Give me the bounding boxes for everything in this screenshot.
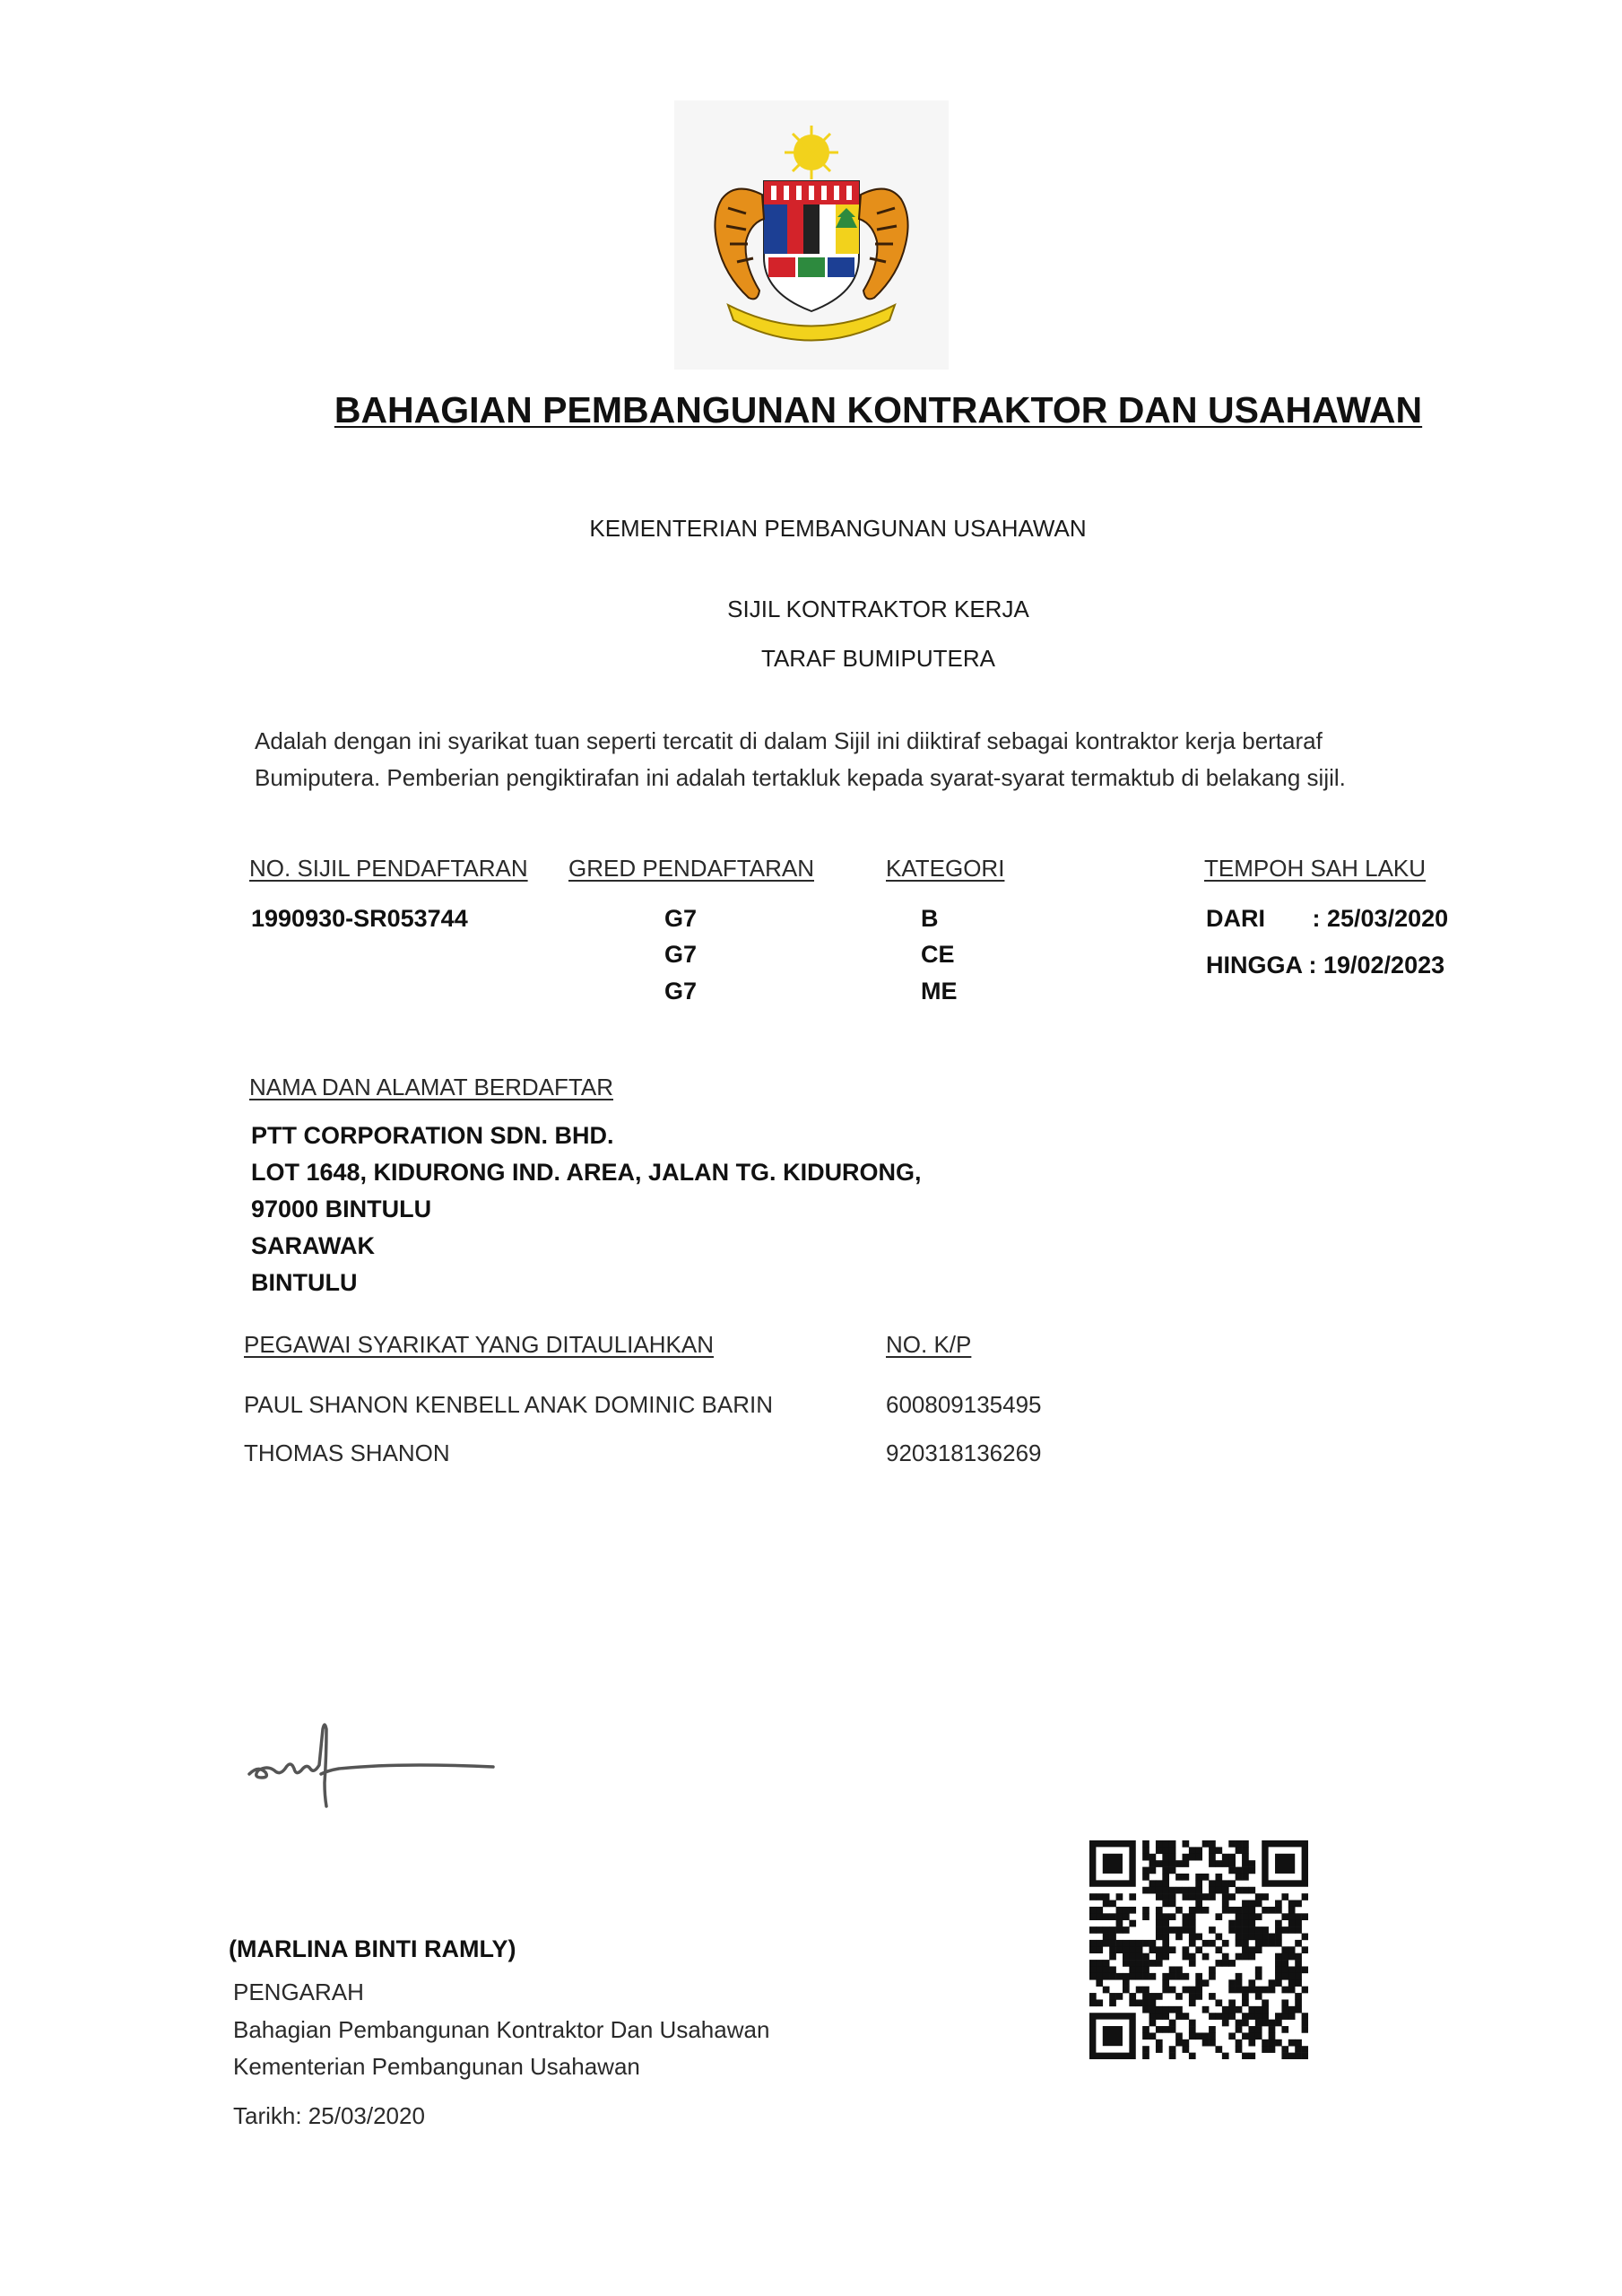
signatory-name: (MARLINA BINTI RAMLY): [229, 1935, 516, 1962]
header-cert-no: NO. SIJIL PENDAFTARAN: [249, 855, 528, 882]
category-value: CE: [921, 941, 955, 968]
signatory-ministry: Kementerian Pembangunan Usahawan: [233, 2053, 640, 2080]
grade-value: G7: [664, 941, 698, 968]
validity-from: DARI : 25/03/2020: [1206, 905, 1449, 932]
cert-no-value: 1990930-SR053744: [251, 905, 468, 932]
officer-id: 920318136269: [886, 1439, 1042, 1466]
ministry-name: KEMENTERIAN PEMBANGUNAN USAHAWAN: [589, 515, 1087, 542]
qr-code: [1089, 1840, 1308, 2059]
grade-value: G7: [664, 905, 698, 932]
intro-paragraph: Adalah dengan ini syarikat tuan seperti tercatit di dalam Sijil ini diiktiraf sebagai kontraktor kerja bertaraf Bumiputera. Pemberian pengiktirafan ini adalah tertakluk kepada syarat-syarat termaktub di belakang sijil.: [255, 727, 1346, 791]
signatory-position: PENGARAH: [233, 1979, 364, 2005]
category-value: B: [921, 905, 939, 932]
issue-date: Tarikh: 25/03/2020: [233, 2102, 425, 2129]
officers-id-heading: NO. K/P: [886, 1331, 972, 1358]
officers-heading: PEGAWAI SYARIKAT YANG DITAULIAHKAN: [244, 1331, 714, 1358]
officer-name: THOMAS SHANON: [244, 1439, 450, 1466]
company-line: 97000 BINTULU: [251, 1196, 432, 1222]
company-heading: NAMA DAN ALAMAT BERDAFTAR: [249, 1074, 613, 1100]
company-line: PTT CORPORATION SDN. BHD.: [251, 1122, 614, 1149]
signature: [242, 1704, 502, 1812]
officer-id: 600809135495: [886, 1391, 1042, 1418]
header-category: KATEGORI: [886, 855, 1005, 882]
certificate-status: TARAF BUMIPUTERA: [761, 645, 995, 672]
officer-name: PAUL SHANON KENBELL ANAK DOMINIC BARIN: [244, 1391, 773, 1418]
validity-to: HINGGA : 19/02/2023: [1206, 952, 1445, 978]
grade-value: G7: [664, 978, 698, 1004]
category-value: ME: [921, 978, 958, 1004]
company-line: BINTULU: [251, 1269, 358, 1296]
header-validity: TEMPOH SAH LAKU: [1204, 855, 1427, 882]
header-grade: GRED PENDAFTARAN: [568, 855, 814, 882]
certificate-type: SIJIL KONTRAKTOR KERJA: [727, 596, 1029, 622]
coat-of-arms-logo: [674, 100, 949, 370]
company-line: LOT 1648, KIDURONG IND. AREA, JALAN TG. KIDURONG,: [251, 1159, 922, 1186]
page-title: BAHAGIAN PEMBANGUNAN KONTRAKTOR DAN USAHAWAN: [334, 389, 1423, 430]
signatory-division: Bahagian Pembangunan Kontraktor Dan Usahawan: [233, 2016, 770, 2043]
company-line: SARAWAK: [251, 1232, 376, 1259]
